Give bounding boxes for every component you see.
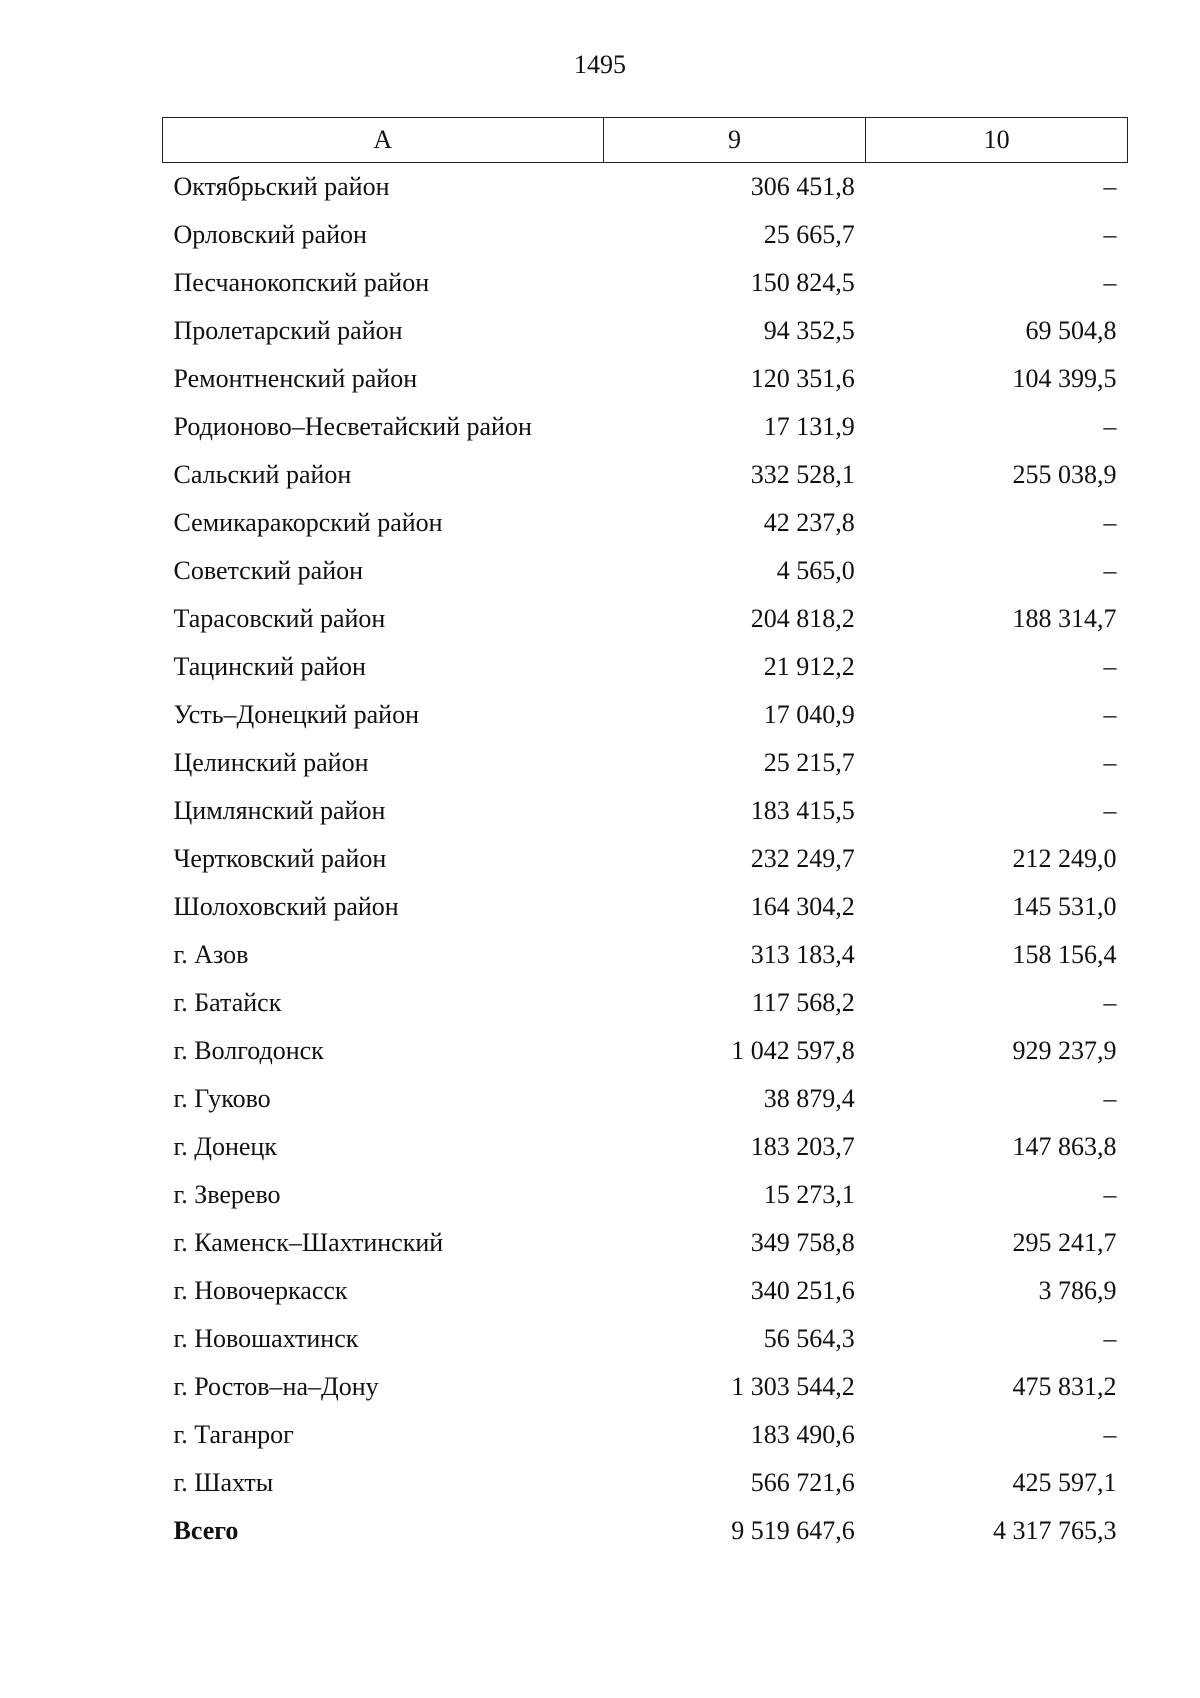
row-col10-cell: – — [1103, 1324, 1117, 1353]
row-name-cell: Тарасовский район — [173, 604, 386, 633]
row-col10-cell: 475 831,2 — [1012, 1372, 1117, 1401]
row-col10-cell: 929 237,9 — [1012, 1036, 1117, 1065]
row-col10-cell: 69 504,8 — [1025, 316, 1117, 345]
row-name-cell: г. Зверево — [173, 1180, 281, 1209]
row-col10-cell: 104 399,5 — [1012, 364, 1117, 393]
row-col9-cell: 17 131,9 — [763, 412, 855, 441]
row-col10-cell: – — [1103, 220, 1117, 249]
row-name-cell: г. Новочеркасск — [173, 1276, 348, 1305]
page-number: 1495 — [574, 50, 626, 79]
row-name-cell: Целинский район — [173, 748, 369, 777]
table-row — [163, 307, 1128, 355]
table-row — [163, 355, 1128, 403]
row-col9-cell: 183 415,5 — [750, 796, 855, 825]
row-col9-cell: 21 912,2 — [763, 652, 855, 681]
row-col10-cell: 188 314,7 — [1012, 604, 1117, 633]
row-name-cell: Усть–Донецкий район — [173, 700, 419, 729]
row-name-cell: г. Шахты — [173, 1468, 274, 1497]
row-col10-cell: 295 241,7 — [1012, 1228, 1117, 1257]
row-col9-cell: 204 818,2 — [750, 604, 855, 633]
row-col10-cell: – — [1103, 796, 1117, 825]
table-body — [163, 163, 1128, 1556]
row-name-cell: Семикаракорский район — [173, 508, 443, 537]
row-name-cell: г. Волгодонск — [173, 1036, 324, 1065]
table-row — [163, 979, 1128, 1027]
table-row — [163, 547, 1128, 595]
row-name-cell: Орловский район — [173, 220, 367, 249]
table-row — [163, 1171, 1128, 1219]
row-name-cell: Всего — [173, 1516, 239, 1545]
row-col9-cell: 42 237,8 — [763, 508, 855, 537]
row-name-cell: г. Каменск–Шахтинский — [173, 1228, 444, 1257]
table-row — [163, 643, 1128, 691]
data-table-container — [162, 117, 1128, 1555]
row-col10-cell: – — [1103, 1180, 1117, 1209]
row-col9-cell: 94 352,5 — [763, 316, 855, 345]
table-row — [163, 1219, 1128, 1267]
table-row — [163, 211, 1128, 259]
row-col9-cell: 340 251,6 — [750, 1276, 855, 1305]
row-col10-cell: 145 531,0 — [1012, 892, 1117, 921]
table-row — [163, 259, 1128, 307]
row-col10-cell: – — [1103, 1420, 1117, 1449]
table-row — [163, 1363, 1128, 1411]
table-row — [163, 787, 1128, 835]
row-col10-cell: 3 786,9 — [1038, 1276, 1117, 1305]
row-col9-cell: 25 665,7 — [763, 220, 855, 249]
row-col9-cell: 150 824,5 — [750, 268, 855, 297]
row-col9-cell: 164 304,2 — [750, 892, 855, 921]
row-col9-cell: 306 451,8 — [750, 172, 855, 201]
row-col9-cell: 332 528,1 — [750, 460, 855, 489]
row-col9-cell: 25 215,7 — [763, 748, 855, 777]
table-row — [163, 1315, 1128, 1363]
table-row — [163, 595, 1128, 643]
table-row — [163, 403, 1128, 451]
row-col10-cell: 425 597,1 — [1012, 1468, 1117, 1497]
row-col10-cell: – — [1103, 172, 1117, 201]
row-col10-cell: – — [1103, 412, 1117, 441]
row-name-cell: г. Новошахтинск — [173, 1324, 359, 1353]
table-row — [163, 691, 1128, 739]
row-name-cell: г. Гуково — [173, 1084, 271, 1113]
row-col9-cell: 56 564,3 — [763, 1324, 855, 1353]
row-col10-cell: – — [1103, 556, 1117, 585]
row-col10-cell: – — [1103, 988, 1117, 1017]
row-col9-cell: 38 879,4 — [763, 1084, 855, 1113]
row-col9-cell: 183 490,6 — [750, 1420, 855, 1449]
row-col10-cell: – — [1103, 748, 1117, 777]
row-col9-cell: 4 565,0 — [776, 556, 855, 585]
row-col10-cell: – — [1103, 652, 1117, 681]
table-row — [163, 1123, 1128, 1171]
row-name-cell: Песчанокопский район — [173, 268, 430, 297]
column-header-9: 9 — [603, 118, 866, 163]
column-header-10: 10 — [866, 118, 1128, 163]
row-col10-cell: – — [1103, 700, 1117, 729]
row-col9-cell: 9 519 647,6 — [731, 1516, 855, 1545]
row-col9-cell: 117 568,2 — [751, 988, 855, 1017]
row-col9-cell: 15 273,1 — [763, 1180, 855, 1209]
row-name-cell: г. Батайск — [173, 988, 282, 1017]
table-row — [163, 1459, 1128, 1507]
row-col9-cell: 349 758,8 — [750, 1228, 855, 1257]
table-row — [163, 1411, 1128, 1459]
table-row — [163, 163, 1128, 212]
table-row — [163, 931, 1128, 979]
table-row — [163, 883, 1128, 931]
table-row — [163, 739, 1128, 787]
row-name-cell: г. Таганрог — [173, 1420, 294, 1449]
row-col9-cell: 566 721,6 — [750, 1468, 855, 1497]
row-name-cell: Цимлянский район — [173, 796, 386, 825]
row-name-cell: Октябрьский район — [173, 172, 390, 201]
row-name-cell: Сальский район — [173, 460, 352, 489]
row-col9-cell: 1 303 544,2 — [731, 1372, 855, 1401]
row-name-cell: г. Ростов–на–Дону — [173, 1372, 379, 1401]
row-col10-cell: 212 249,0 — [1012, 844, 1117, 873]
row-col10-cell: – — [1103, 1084, 1117, 1113]
row-col9-cell: 232 249,7 — [750, 844, 855, 873]
table-row — [163, 1267, 1128, 1315]
row-col10-cell: 158 156,4 — [1012, 940, 1117, 969]
row-col10-cell: 4 317 765,3 — [993, 1516, 1117, 1545]
row-col9-cell: 17 040,9 — [763, 700, 855, 729]
row-name-cell: г. Азов — [173, 940, 249, 969]
table-row — [163, 1027, 1128, 1075]
row-col10-cell: – — [1103, 268, 1117, 297]
row-col10-cell: – — [1103, 508, 1117, 537]
column-header-a: А — [163, 118, 604, 163]
row-name-cell: Советский район — [173, 556, 364, 585]
row-name-cell: Пролетарский район — [173, 316, 403, 345]
data-table — [162, 117, 1128, 1555]
row-col9-cell: 1 042 597,8 — [731, 1036, 855, 1065]
row-name-cell: Шолоховский район — [173, 892, 399, 921]
row-name-cell: Ремонтненский район — [173, 364, 418, 393]
row-name-cell: г. Донецк — [173, 1132, 277, 1161]
row-name-cell: Чертковский район — [173, 844, 387, 873]
row-col9-cell: 183 203,7 — [750, 1132, 855, 1161]
table-header-row — [163, 118, 1128, 163]
row-name-cell: Тацинский район — [173, 652, 366, 681]
table-row — [163, 451, 1128, 499]
row-col9-cell: 120 351,6 — [750, 364, 855, 393]
row-col10-cell: 147 863,8 — [1012, 1132, 1117, 1161]
table-row — [163, 1075, 1128, 1123]
table-row — [163, 499, 1128, 547]
table-row — [163, 835, 1128, 883]
row-name-cell: Родионово–Несветайский район — [173, 412, 532, 441]
row-col10-cell: 255 038,9 — [1012, 460, 1117, 489]
total-row — [163, 1507, 1128, 1555]
row-col9-cell: 313 183,4 — [750, 940, 855, 969]
table-header — [163, 118, 1128, 163]
